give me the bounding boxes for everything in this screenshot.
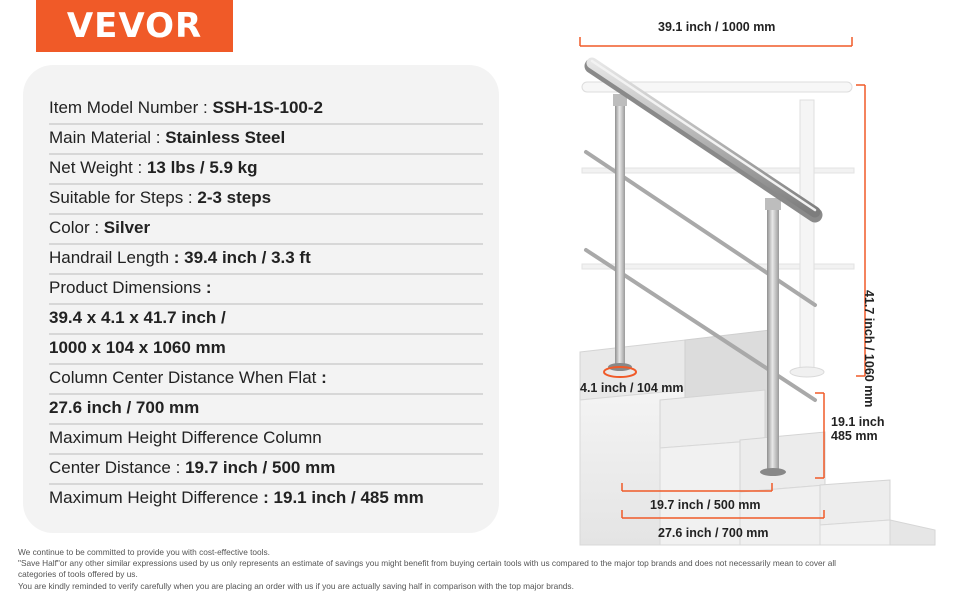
disclaimer-line: We continue to be committed to provide you with cost-effective tools. (18, 547, 270, 557)
spec-label: Handrail Length (49, 248, 174, 267)
spec-row-dimensions-inch (49, 303, 483, 335)
spec-value: : (321, 368, 327, 387)
spec-row-column-distance (49, 363, 483, 395)
spec-row-max-height-diff (49, 483, 483, 513)
post-left (608, 94, 632, 371)
spec-row-weight (49, 153, 483, 185)
spec-row-dimensions (49, 273, 483, 305)
spec-value: SSH-1S-100-2 (212, 98, 324, 117)
disclaimer-line: You are kindly reminded to verify carefully when you are placing an order with us if you are actually saving half in comparison with the top major brands. (18, 580, 574, 591)
spec-label: Net Weight : (49, 158, 147, 177)
spec-value: : 19.1 inch / 485 mm (263, 488, 424, 507)
spec-value: Stainless Steel (165, 128, 286, 147)
spec-value: Silver (103, 218, 151, 237)
spec-label: Column Center Distance When Flat (49, 368, 322, 387)
disclaimer-line: categories of tools offered by us. (18, 569, 138, 580)
spec-card (23, 65, 499, 533)
spec-label: Item Model Number : (49, 98, 213, 117)
spec-row-color (49, 213, 483, 245)
spec-value: : (205, 278, 212, 297)
dim-height-diff-mm: 485 mm (831, 429, 878, 443)
spec-row-center-distance (49, 453, 483, 485)
disclaimer-footer (18, 547, 918, 592)
spec-row-material (49, 123, 483, 155)
spec-row-max-height-column (49, 423, 483, 455)
spec-label: Maximum Height Difference Column (49, 428, 322, 447)
spec-value: 19.7 inch / 500 mm (185, 458, 336, 477)
handrail-illustration (560, 0, 970, 560)
dim-height-diff-inch: 19.1 inch (831, 415, 885, 429)
spec-row-column-distance-value (49, 393, 483, 425)
dim-column-distance: 19.7 inch / 500 mm (650, 498, 761, 512)
spec-value: 2-3 steps (197, 188, 272, 207)
spec-label: Color : (49, 218, 104, 237)
spec-row-steps (49, 183, 483, 215)
spec-label: Product Dimensions (49, 278, 206, 297)
spec-value: 13 lbs / 5.9 kg (146, 158, 258, 177)
spec-label: Suitable for Steps : (49, 188, 198, 207)
dim-base-plate: 4.1 inch / 104 mm (580, 381, 684, 395)
spec-row-handrail-length (49, 243, 483, 275)
dim-total-height: 41.7 inch / 1060 mm (862, 290, 876, 408)
spec-value: : 39.4 inch / 3.3 ft (173, 248, 311, 267)
spec-row-model (49, 93, 483, 125)
handrail-diagram (560, 0, 970, 560)
spec-label: Main Material : (49, 128, 166, 147)
spec-row-dimensions-mm (49, 333, 483, 365)
logo-text: VEVOR (66, 6, 203, 46)
spec-value: 27.6 inch / 700 mm (49, 398, 200, 417)
spec-label: Maximum Height Difference (49, 488, 264, 507)
spec-value: 1000 x 104 x 1060 mm (49, 338, 226, 357)
dim-flat-distance: 27.6 inch / 700 mm (658, 526, 769, 540)
spec-label: Center Distance : (49, 458, 186, 477)
disclaimer-line: "Save Half"or any other similar expressions used by us only represents an estimate of savings you might benefit from buying certain tools with us compared to the major top brands and does not necessarily mean to cover all (18, 558, 837, 569)
vevor-logo (36, 0, 233, 52)
dim-top-width: 39.1 inch / 1000 mm (658, 20, 776, 34)
spec-value: 39.4 x 4.1 x 41.7 inch / (49, 308, 226, 327)
